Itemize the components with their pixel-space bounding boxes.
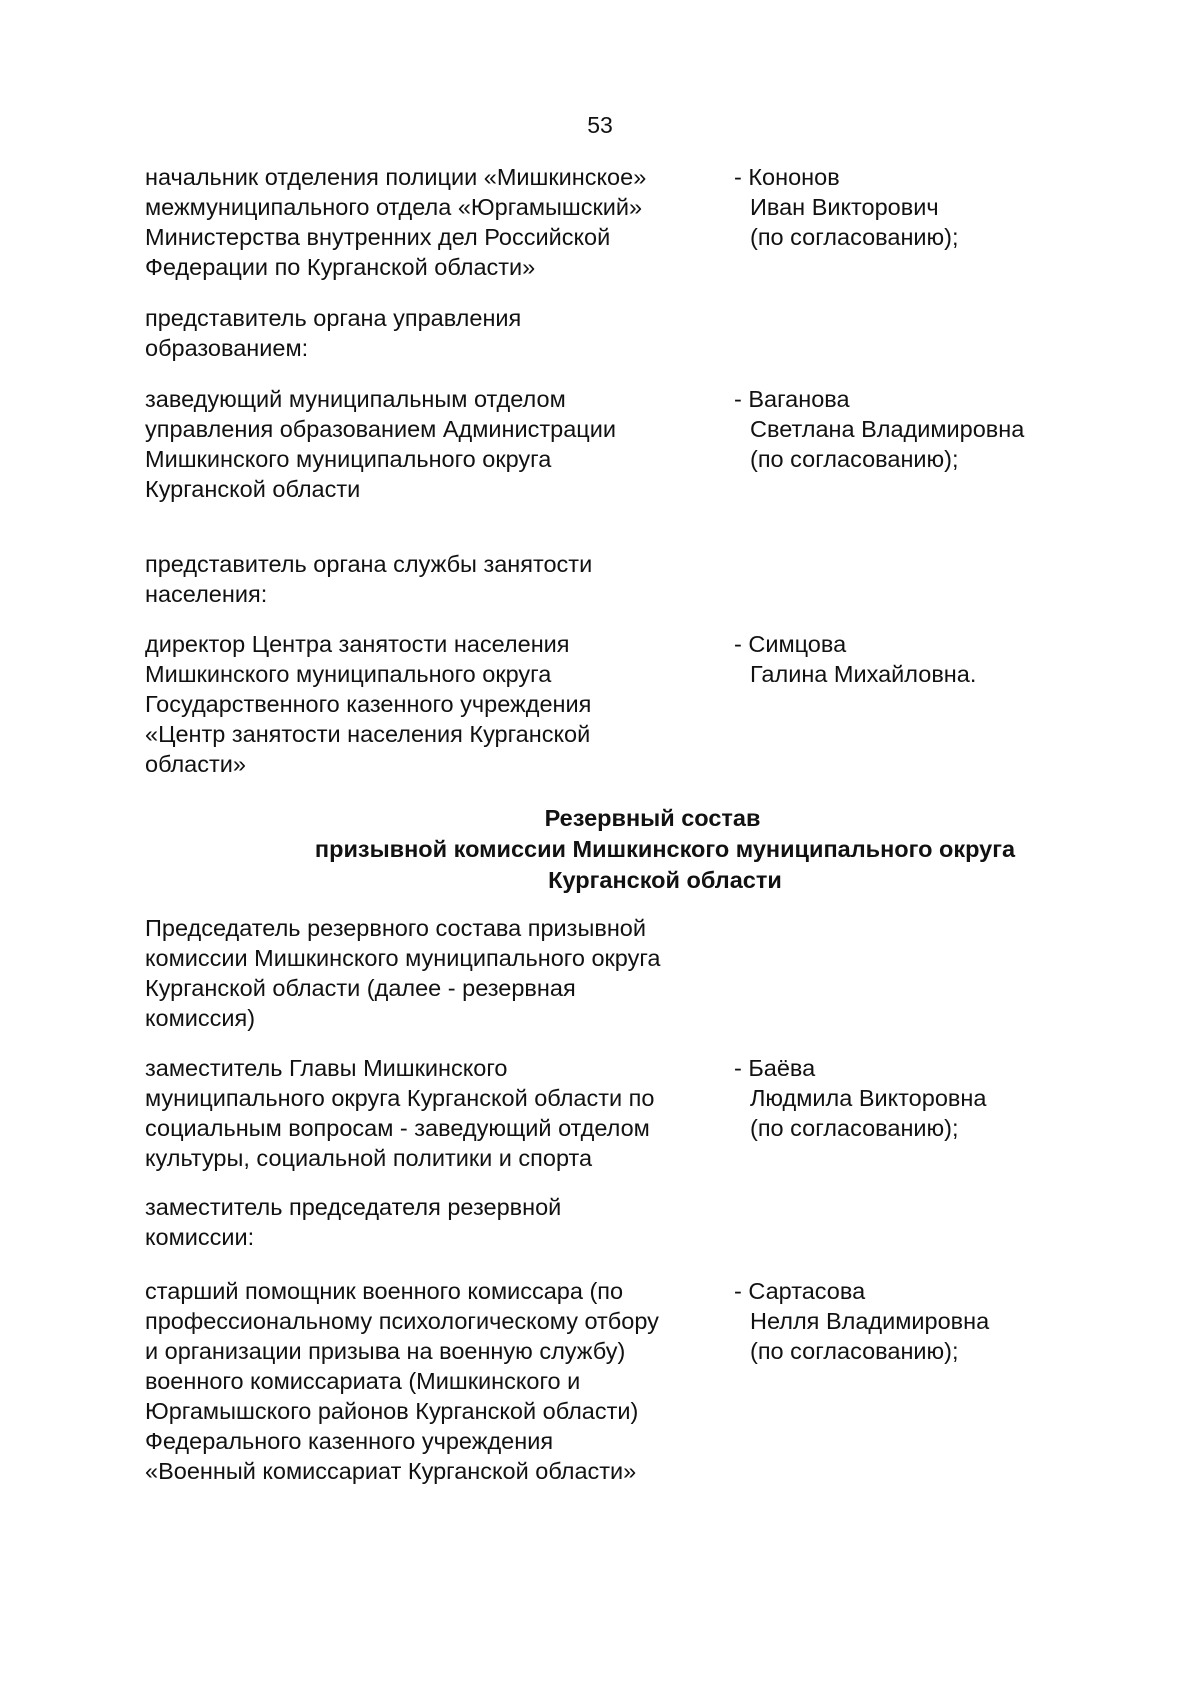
group-label-text <box>145 1192 735 1252</box>
member-given-names: Людмила Викторовна <box>750 1085 987 1111</box>
position-line: культуры, социальной политики и спорта <box>145 1145 593 1171</box>
member-given-names: Светлана Владимировна <box>750 416 1025 442</box>
member-surname: - Сартасова <box>734 1278 866 1304</box>
position-line: Государственного казенного учреждения <box>145 691 592 717</box>
position-line: социальным вопросам - заведующий отделом <box>145 1115 650 1141</box>
group-label-line: представитель органа управления <box>145 305 522 331</box>
position-description <box>145 384 735 504</box>
position-line: Председатель резервного состава призывной <box>145 915 646 941</box>
member-surname: - Кононов <box>734 164 840 190</box>
position-description <box>145 913 735 1033</box>
group-label-line: заместитель председателя резервной <box>145 1194 562 1220</box>
position-line: профессиональному психологическому отбору <box>145 1308 659 1334</box>
member-name <box>734 162 1164 252</box>
group-label-line: комиссии: <box>145 1224 255 1250</box>
member-note: (по согласованию); <box>750 446 959 472</box>
position-line: комиссии Мишкинского муниципального округа <box>145 945 661 971</box>
member-note: (по согласованию); <box>750 224 959 250</box>
position-line: заведующий муниципальным отделом <box>145 386 566 412</box>
section-heading-line: Резервный состав <box>544 805 761 831</box>
position-line: комиссия) <box>145 1005 256 1031</box>
member-name <box>734 1053 1164 1143</box>
member-surname: - Баёва <box>734 1055 816 1081</box>
member-given-names: Иван Викторович <box>750 194 939 220</box>
position-line: управления образованием Администрации <box>145 416 616 442</box>
position-line: директор Центра занятости населения <box>145 631 570 657</box>
group-label-text <box>145 549 735 609</box>
position-line: заместитель Главы Мишкинского <box>145 1055 508 1081</box>
position-description <box>145 629 735 779</box>
section-heading-line: Курганской области <box>548 867 782 893</box>
member-note: (по согласованию); <box>750 1338 959 1364</box>
member-given-names: Галина Михайловна. <box>750 661 977 687</box>
position-line: Мишкинского муниципального округа <box>145 446 552 472</box>
position-line: межмуниципального отдела «Юргамышский» <box>145 194 643 220</box>
group-label-line: образованием: <box>145 335 309 361</box>
position-description <box>145 1053 735 1173</box>
member-surname: - Симцова <box>734 631 847 657</box>
position-line: Федерального казенного учреждения <box>145 1428 554 1454</box>
member-name <box>734 629 1164 689</box>
position-line: муниципального округа Курганской области по <box>145 1085 655 1111</box>
position-line: Мишкинского муниципального округа <box>145 661 552 687</box>
position-line: начальник отделения полиции «Мишкинское» <box>145 164 647 190</box>
position-line: старший помощник военного комиссара (по <box>145 1278 624 1304</box>
position-line: Федерации по Курганской области» <box>145 254 536 280</box>
section-heading <box>0 803 1200 896</box>
position-line: военного комиссариата (Мишкинского и <box>145 1368 581 1394</box>
member-surname: - Ваганова <box>734 386 850 412</box>
position-line: «Центр занятости населения Курганской <box>145 721 591 747</box>
member-given-names: Нелля Владимировна <box>750 1308 990 1334</box>
position-line: области» <box>145 751 246 777</box>
page-number: 53 <box>587 112 613 138</box>
group-label-text <box>145 303 735 363</box>
group-label-line: представитель органа службы занятости <box>145 551 593 577</box>
position-line: и организации призыва на военную службу) <box>145 1338 626 1364</box>
section-heading-line: призывной комиссии Мишкинского муниципального округа <box>314 836 1016 862</box>
group-label-line: населения: <box>145 581 268 607</box>
member-note: (по согласованию); <box>750 1115 959 1141</box>
member-name <box>734 384 1164 474</box>
position-description <box>145 1276 735 1486</box>
position-line: Курганской области (далее - резервная <box>145 975 576 1001</box>
position-description <box>145 162 735 282</box>
position-line: Министерства внутренних дел Российской <box>145 224 611 250</box>
position-line: «Военный комиссариат Курганской области» <box>145 1458 637 1484</box>
position-line: Юргамышского районов Курганской области) <box>145 1398 639 1424</box>
member-name <box>734 1276 1164 1366</box>
position-line: Курганской области <box>145 476 361 502</box>
